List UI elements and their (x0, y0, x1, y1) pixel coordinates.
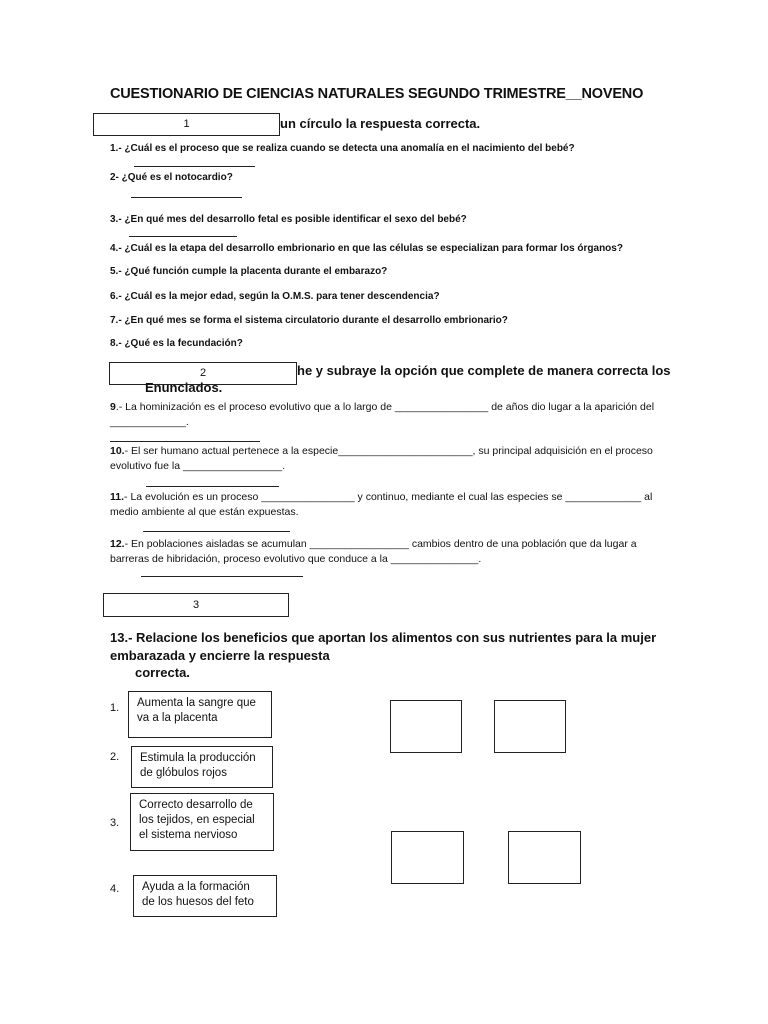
answer-square-3[interactable] (391, 831, 464, 884)
item-3-number: 3. (110, 817, 120, 829)
answer-line-11 (143, 531, 290, 532)
statement-12-text-2: barreras de hibridación, proceso evolutivo que conduce a la _______________. (110, 553, 482, 565)
statement-9-number: 9 (110, 401, 116, 413)
statement-9 (110, 400, 670, 430)
benefit-card-3 (130, 793, 274, 851)
section-1-box: 1 (93, 113, 280, 136)
benefit-card-4 (133, 875, 277, 917)
answer-line-12 (141, 576, 303, 577)
benefit-card-2-line2: de glóbulos rojos (140, 767, 227, 779)
statement-12-number: 12. (110, 538, 125, 550)
statement-11 (110, 490, 670, 520)
question-2: 2- ¿Qué es el notocardio? (110, 172, 233, 183)
benefit-card-3-line3: el sistema nervioso (139, 829, 238, 841)
page-title: CUESTIONARIO DE CIENCIAS NATURALES SEGUNDO TRIMESTRE__NOVENO (110, 86, 644, 102)
statement-11-number: 11. (110, 491, 125, 503)
benefit-card-1-line2: va a la placenta (137, 712, 218, 724)
answer-line-1 (134, 166, 255, 167)
statement-11-text-2: medio ambiente al que están expuestas. (110, 506, 299, 518)
statement-9-text-2: _____________. (110, 416, 189, 428)
benefit-card-3-line2: los tejidos, en especial (139, 814, 255, 826)
question-4: 4.- ¿Cuál es la etapa del desarrollo embrionario en que las células se especializan para formar los órganos? (110, 243, 623, 254)
statement-10 (110, 444, 670, 474)
question-5: 5.- ¿Qué función cumple la placenta durante el embarazo? (110, 266, 388, 277)
statement-12 (110, 537, 670, 567)
statement-10-number: 10. (110, 445, 125, 457)
question-8: 8.- ¿Qué es la fecundación? (110, 338, 243, 349)
statement-9-text: .- La hominización es el proceso evolutivo que a lo largo de ________________ de años dio lugar a la aparición del (115, 401, 655, 413)
answer-line-2 (131, 197, 242, 198)
answer-square-2[interactable] (494, 700, 566, 753)
answer-square-1[interactable] (390, 700, 462, 753)
answer-line-9 (110, 441, 260, 442)
benefit-card-2-line1: Estimula la producción (140, 752, 256, 764)
item-1-number: 1. (110, 702, 120, 714)
benefit-card-4-line1: Ayuda a la formación (142, 881, 250, 893)
question-13-line1: 13.- Relacione los beneficios que aportan los alimentos con sus nutrientes para la mujer (110, 630, 657, 645)
section-1-instruction: un círculo la respuesta correcta. (280, 116, 481, 131)
statement-10-text-2: evolutivo fue la _________________. (110, 460, 286, 472)
question-6: 6.- ¿Cuál es la mejor edad, según la O.M.S. para tener descendencia? (110, 291, 440, 302)
benefit-card-4-line2: de los huesos del feto (142, 896, 254, 908)
statement-10-text: - El ser humano actual pertenece a la especie_______________________, su principal adquisición en el proceso (124, 445, 653, 457)
statement-12-text: - En poblaciones aisladas se acumulan _________________ cambios dentro de una población que da lugar a (124, 538, 637, 550)
answer-line-3 (129, 236, 237, 237)
answer-line-10 (146, 486, 279, 487)
item-4-number: 4. (110, 883, 120, 895)
section-3-box: 3 (103, 593, 289, 617)
section-2-instruction-line2: Enunciados. (145, 380, 223, 395)
question-13-line3: correcta. (135, 665, 190, 680)
statement-11-text: - La evolución es un proceso ________________ y continuo, mediante el cual las especies se _____________ al (124, 491, 653, 503)
item-2-number: 2. (110, 751, 120, 763)
benefit-card-2 (131, 746, 273, 788)
benefit-card-1 (128, 691, 272, 738)
question-13-line2: embarazada y encierre la respuesta (110, 648, 330, 663)
section-2-box: 2 (109, 362, 297, 385)
question-7: 7.- ¿En qué mes se forma el sistema circulatorio durante el desarrollo embrionario? (110, 315, 508, 326)
benefit-card-1-line1: Aumenta la sangre que (137, 697, 256, 709)
question-13 (110, 630, 656, 680)
question-1: 1.- ¿Cuál es el proceso que se realiza cuando se detecta una anomalía en el nacimiento del bebé? (110, 143, 575, 154)
answer-square-4[interactable] (508, 831, 581, 884)
benefit-card-3-line1: Correcto desarrollo de (139, 799, 253, 811)
section-2-instruction: he y subraye la opción que complete de manera correcta los (297, 363, 671, 378)
question-3: 3.- ¿En qué mes del desarrollo fetal es posible identificar el sexo del bebé? (110, 214, 467, 225)
